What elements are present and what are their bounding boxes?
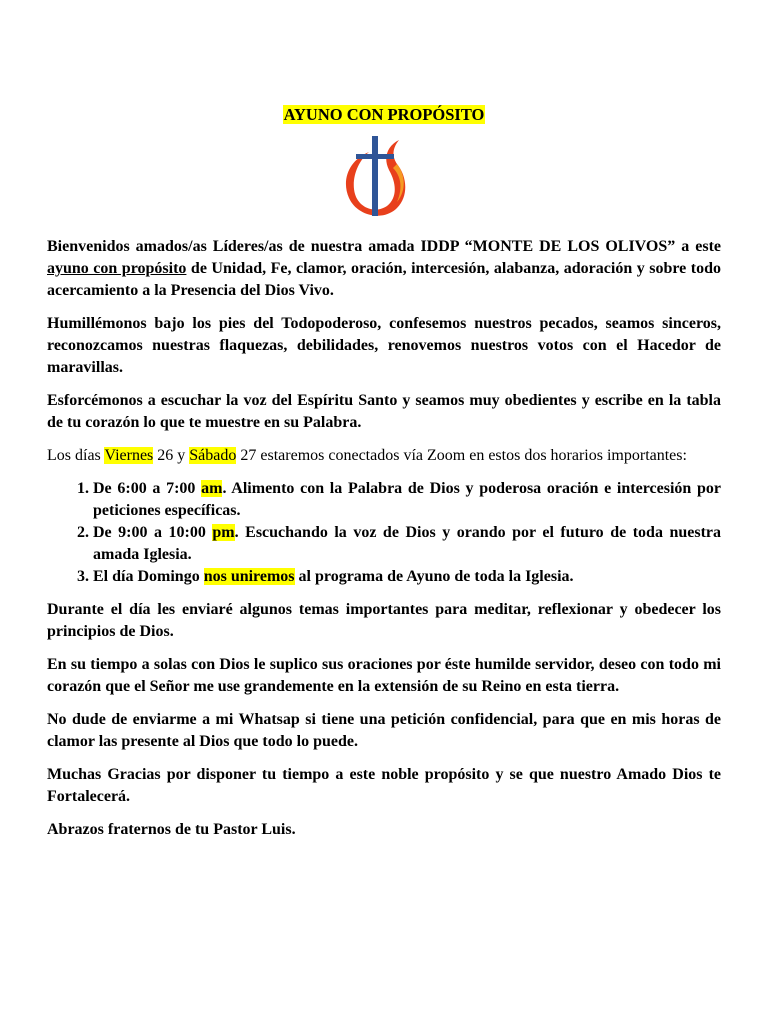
paragraph-humble: Humillémonos bajo los pies del Todopoderoso, confesemos nuestros pecados, seamos sinceros, reconozcamos nuestras flaquezas, debilidades, renovemos nuestros votos con el Hacedor de maravillas. xyxy=(47,315,721,376)
document-title xyxy=(0,104,768,126)
highlight-sabado: Sábado xyxy=(189,447,237,464)
schedule-text-c: 27 estaremos conectados vía Zoom en estos dos horarios importantes: xyxy=(236,447,687,464)
welcome-text-b: de Unidad, Fe, clamor, oración, intercesión, alabanza, adoración y sobre todo acercamiento a la Presencia del Dios Vivo. xyxy=(47,260,722,299)
schedule-list xyxy=(47,478,721,588)
paragraph-topics: Durante el día les enviaré algunos temas importantes para meditar, reflexionar y obedecer los principios de Dios. xyxy=(47,601,721,640)
paragraph-prayers: En su tiempo a solas con Dios le suplico sus oraciones por éste humilde servidor, deseo con todo mi corazón que el Señor me use grandemente en la extensión de su Reino en esta tierra. xyxy=(47,656,721,695)
item2-text-a: De 9:00 a 10:00 xyxy=(93,524,213,541)
item2-text-b: . Escuchando la voz de Dios y orando por el futuro de toda nuestra amada Iglesia. xyxy=(93,524,722,563)
paragraph-whatsapp: No dude de enviarme a mi Whatsap si tiene una petición confidencial, para que en mis horas de clamor las presente al Dios que todo lo puede. xyxy=(47,711,721,750)
paragraph-signature: Abrazos fraternos de tu Pastor Luis. xyxy=(47,821,296,838)
cross-flame-icon xyxy=(339,132,411,228)
item1-text-b: . Alimento con la Palabra de Dios y poderosa oración e intercesión por peticiones específicas. xyxy=(93,480,721,519)
list-item xyxy=(93,566,721,588)
schedule-text-b: 26 y xyxy=(153,447,190,464)
paragraph-thanks: Muchas Gracias por disponer tu tiempo a este noble propósito y se que nuestro Amado Dios te Fortalecerá. xyxy=(47,766,721,805)
welcome-underlined: ayuno con propósito xyxy=(47,260,187,277)
highlight-nos-uniremos: nos uniremos xyxy=(203,568,295,585)
paragraph-holy-spirit: Esforcémonos a escuchar la voz del Espíritu Santo y seamos muy obedientes y escribe en la tabla de tu corazón lo que te muestre en su Palabra. xyxy=(47,392,721,431)
list-item xyxy=(93,522,721,566)
item1-text-a: De 6:00 a 7:00 xyxy=(93,480,202,497)
letter-body xyxy=(47,236,721,852)
item3-text-a: El día Domingo xyxy=(93,568,204,585)
paragraph-welcome xyxy=(47,236,721,302)
item3-text-b: al programa de Ayuno de toda la Iglesia. xyxy=(294,568,574,585)
highlight-am: am xyxy=(201,480,223,497)
title-text: AYUNO CON PROPÓSITO xyxy=(283,105,485,124)
schedule-text-a: Los días xyxy=(47,447,105,464)
paragraph-schedule-intro xyxy=(47,445,721,467)
highlight-viernes: Viernes xyxy=(104,447,154,464)
highlight-pm: pm xyxy=(212,524,235,541)
welcome-text-a: Bienvenidos amados/as Líderes/as de nuestra amada IDDP “MONTE DE LOS OLIVOS” a este xyxy=(47,238,721,255)
list-item xyxy=(93,478,721,522)
